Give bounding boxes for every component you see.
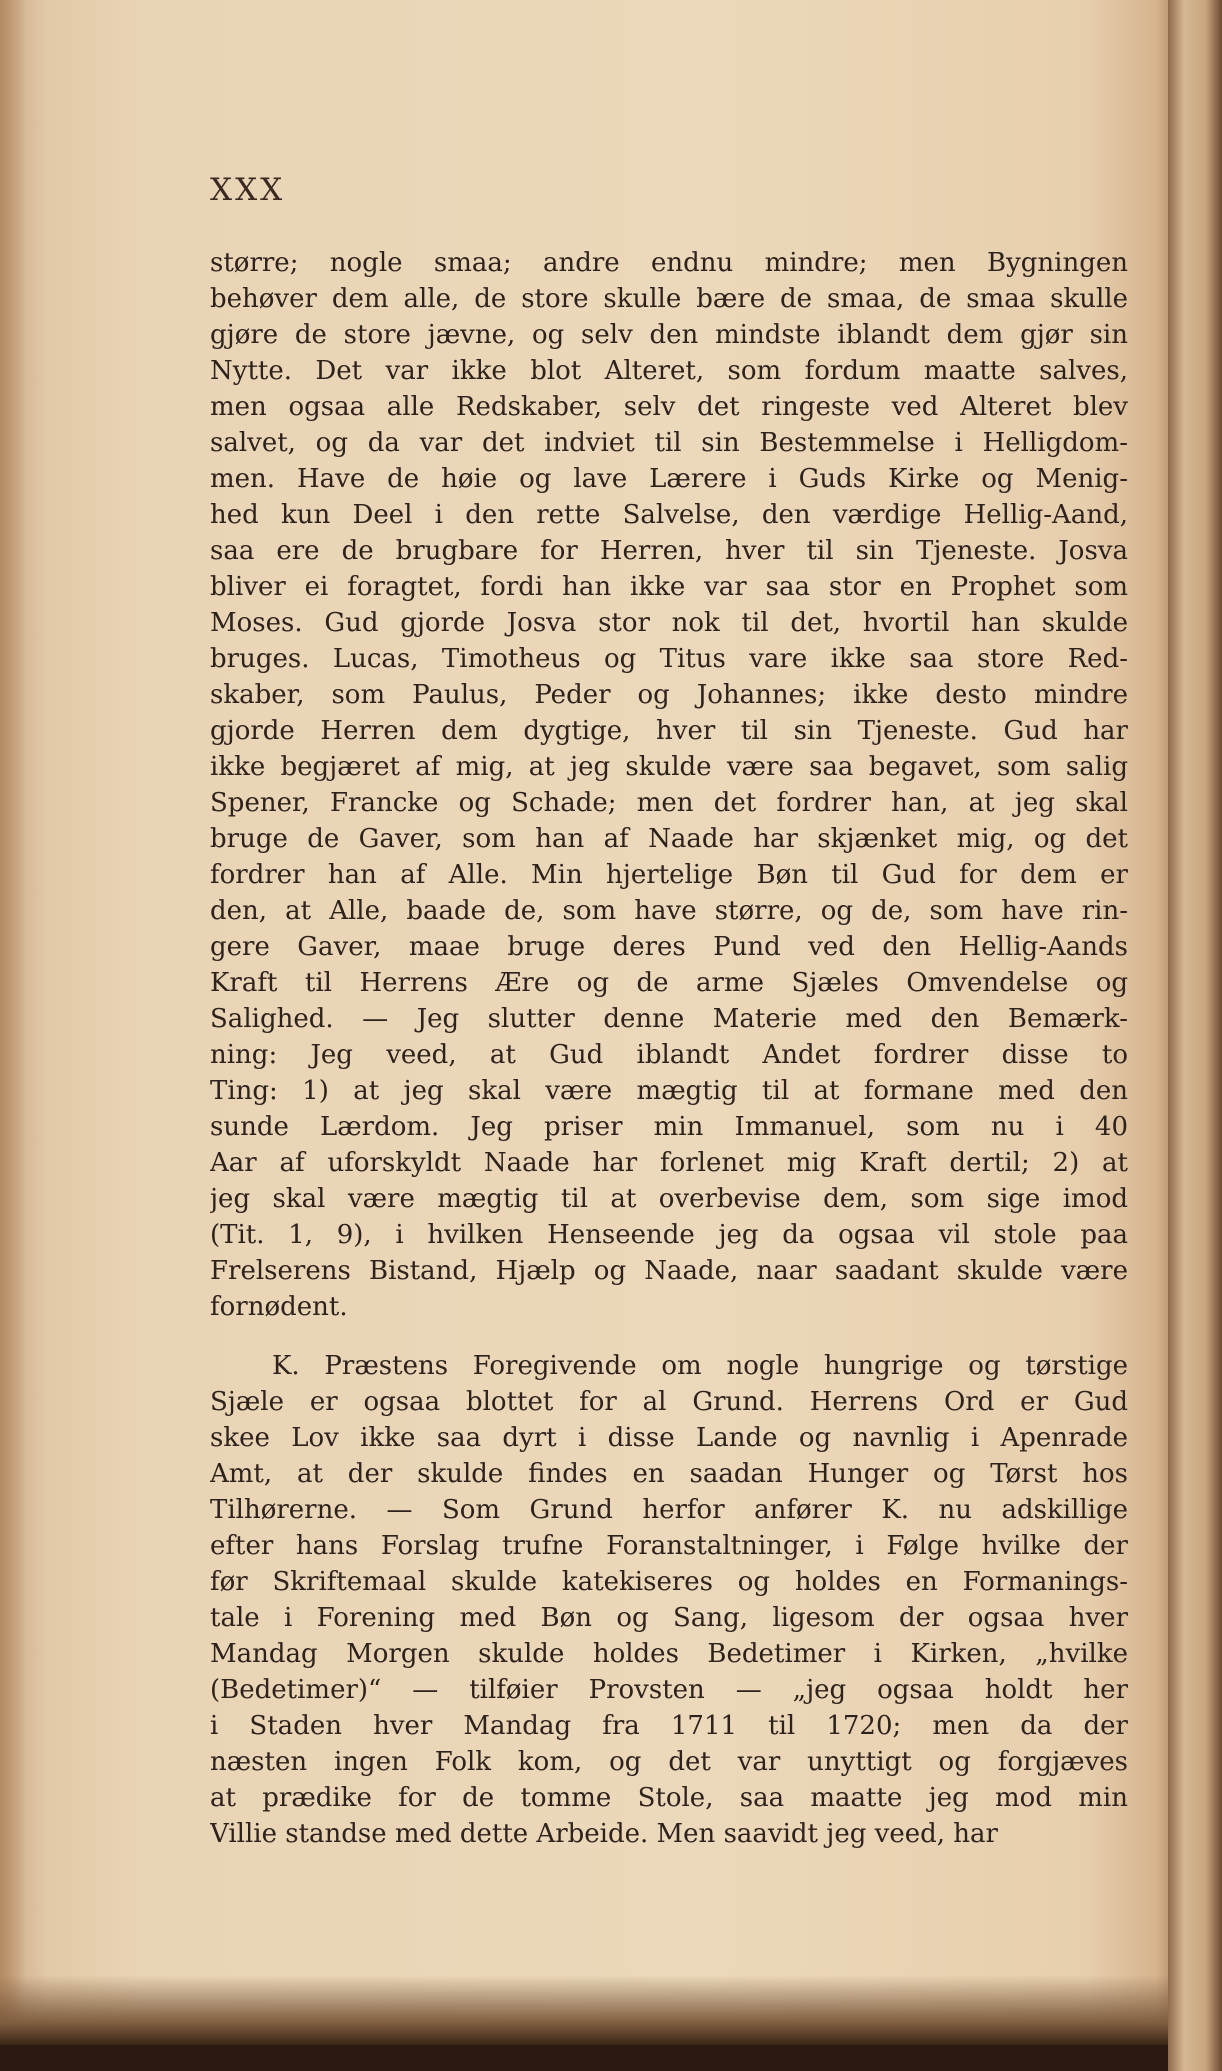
text-line: gere Gaver, maae bruge deres Pund ved den Hellig-Aands <box>210 932 1128 962</box>
text-line: (Bedetimer)“ — tilføier Provsten — „jeg ogsaa holdt her <box>210 1675 1128 1705</box>
text-line: sunde Lærdom. Jeg priser min Immanuel, som nu i 40 <box>210 1112 1128 1142</box>
text-line: salvet, og da var det indviet til sin Bestemmelse i Helligdom- <box>210 428 1128 458</box>
text-line: gjorde Herren dem dygtige, hver til sin Tjeneste. Gud har <box>210 716 1128 746</box>
text-line: næsten ingen Folk kom, og det var unyttigt og forgjæves <box>210 1747 1128 1777</box>
text-line: K. Præstens Foregivende om nogle hungrige og tørstige <box>272 1351 1128 1381</box>
text-line: hed kun Deel i den rette Salvelse, den værdige Hellig-Aand, <box>210 500 1128 530</box>
text-line: bliver ei foragtet, fordi han ikke var saa stor en Prophet som <box>210 572 1128 602</box>
text-line: den, at Alle, baade de, som have større, og de, som have rin- <box>210 896 1128 926</box>
text-line: i Staden hver Mandag fra 1711 til 1720; men da der <box>210 1711 1128 1741</box>
text-line: men. Have de høie og lave Lærere i Guds Kirke og Menig- <box>210 464 1128 494</box>
text-line: at prædike for de tomme Stole, saa maatte jeg mod min <box>210 1783 1128 1813</box>
text-line: Villie standse med dette Arbeide. Men saavidt jeg veed, har <box>210 1819 998 1849</box>
page-body <box>210 245 1128 1852</box>
text-line: Nytte. Det var ikke blot Alteret, som fordum maatte salves, <box>210 356 1128 386</box>
page-number-header: XXX <box>210 172 286 208</box>
text-line: efter hans Forslag trufne Foranstaltninger, i Følge hvilke der <box>210 1531 1128 1561</box>
text-line: Amt, at der skulde findes en saadan Hunger og Tørst hos <box>210 1459 1128 1489</box>
text-line: ning: Jeg veed, at Gud iblandt Andet fordrer disse to <box>210 1040 1128 1070</box>
text-line: Tilhørerne. — Som Grund herfor anfører K. nu adskillige <box>210 1495 1128 1525</box>
text-line: bruge de Gaver, som han af Naade har skjænket mig, og det <box>210 824 1128 854</box>
text-line: Kraft til Herrens Ære og de arme Sjæles Omvendelse og <box>210 968 1128 998</box>
text-line: Ting: 1) at jeg skal være mægtig til at formane med den <box>210 1076 1128 1106</box>
text-line: fordrer han af Alle. Min hjertelige Bøn til Gud for dem er <box>210 860 1128 890</box>
text-line: Aar af uforskyldt Naade har forlenet mig Kraft dertil; 2) at <box>210 1148 1128 1178</box>
text-line: Moses. Gud gjorde Josva stor nok til det, hvortil han skulde <box>210 608 1128 638</box>
paragraph <box>210 245 1128 1325</box>
book-edge <box>1168 0 1222 2071</box>
text-line: Frelserens Bistand, Hjælp og Naade, naar saadant skulde være <box>210 1256 1128 1286</box>
text-line: skaber, som Paulus, Peder og Johannes; ikke desto mindre <box>210 680 1128 710</box>
text-line: gjøre de store jævne, og selv den mindste iblandt dem gjør sin <box>210 320 1128 350</box>
text-line: skee Lov ikke saa dyrt i disse Lande og navnlig i Apenrade <box>210 1423 1128 1453</box>
text-line: større; nogle smaa; andre endnu mindre; men Bygningen <box>210 248 1128 278</box>
text-line: (Tit. 1, 9), i hvilken Henseende jeg da ogsaa vil stole paa <box>210 1220 1128 1250</box>
text-line: Mandag Morgen skulde holdes Bedetimer i Kirken, „hvilke <box>210 1639 1128 1669</box>
text-line: Salighed. — Jeg slutter denne Materie med den Bemærk- <box>210 1004 1128 1034</box>
text-line: tale i Forening med Bøn og Sang, ligesom der ogsaa hver <box>210 1603 1128 1633</box>
text-line: Spener, Francke og Schade; men det fordrer han, at jeg skal <box>210 788 1128 818</box>
paragraph <box>210 1348 1128 1852</box>
text-line: saa ere de brugbare for Herren, hver til sin Tjeneste. Josva <box>210 536 1128 566</box>
text-line: ikke begjæret af mig, at jeg skulde være saa begavet, som salig <box>210 752 1128 782</box>
paragraph-gap <box>210 1325 1128 1348</box>
text-line: fornødent. <box>210 1292 348 1322</box>
text-line: behøver dem alle, de store skulle bære de smaa, de smaa skulle <box>210 284 1128 314</box>
text-line: jeg skal være mægtig til at overbevise dem, som sige imod <box>210 1184 1128 1214</box>
text-line: Sjæle er ogsaa blottet for al Grund. Herrens Ord er Gud <box>210 1387 1128 1417</box>
text-line: men ogsaa alle Redskaber, selv det ringeste ved Alteret blev <box>210 392 1128 422</box>
text-line: før Skriftemaal skulde katekiseres og holdes en Formanings- <box>210 1567 1128 1597</box>
text-line: bruges. Lucas, Timotheus og Titus vare ikke saa store Red- <box>210 644 1128 674</box>
